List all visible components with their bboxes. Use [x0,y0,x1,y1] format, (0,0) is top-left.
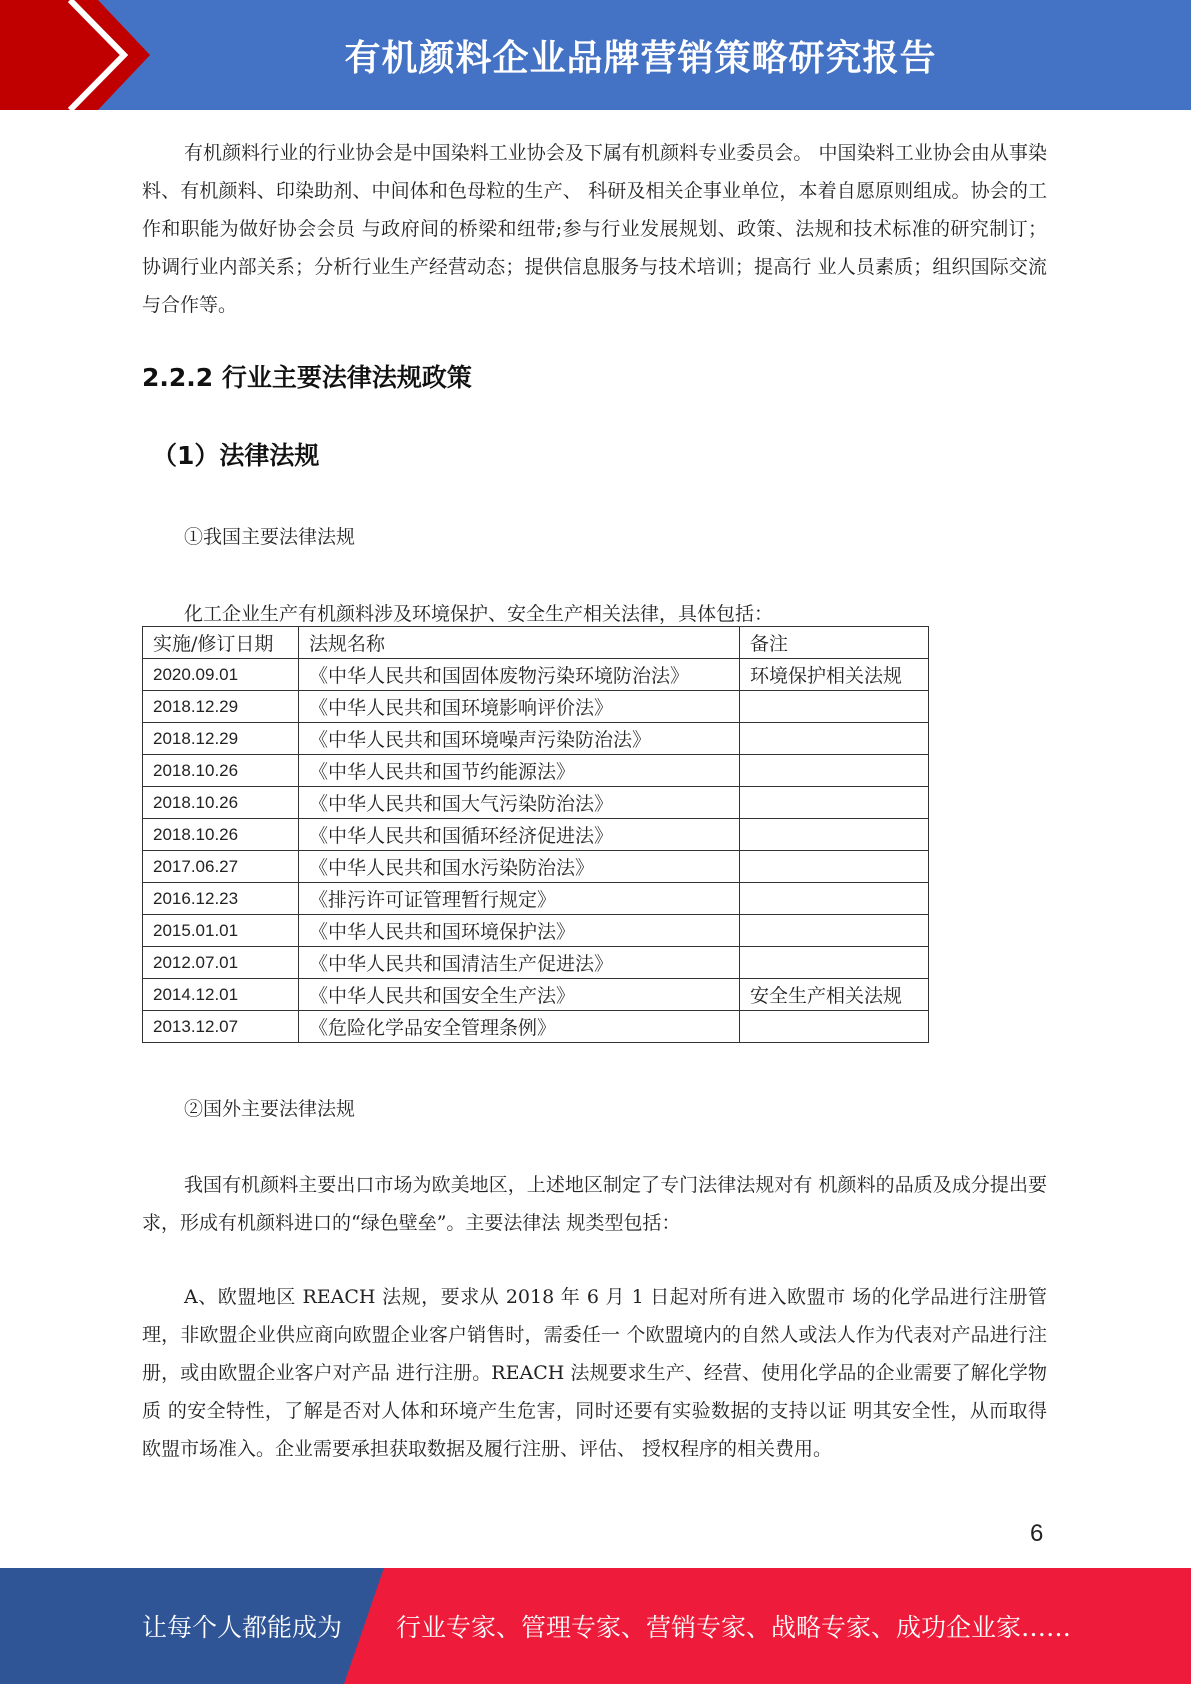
table-header-cell: 备注 [740,627,929,659]
section-heading: 2.2.2 行业主要法律法规政策 [142,363,472,392]
table-row [143,755,929,787]
table-row [143,851,929,883]
table-cell-date: 2018.10.26 [143,755,299,787]
page-header [0,0,1191,110]
table-row [143,787,929,819]
table-cell-law: 《中华人民共和国环境影响评价法》 [299,691,740,723]
chevron-arrow-icon [0,0,160,110]
table-cell-law: 《中华人民共和国环境噪声污染防治法》 [299,723,740,755]
table-cell-note [740,915,929,947]
table-row [143,979,929,1011]
table-cell-note [740,755,929,787]
table-cell-law: 《中华人民共和国循环经济促进法》 [299,819,740,851]
table-cell-date: 2015.01.01 [143,915,299,947]
footer-slogan-left: 让每个人都能成为 [142,1613,343,1642]
foreign-section [142,1166,1047,1242]
table-cell-note: 安全生产相关法规 [740,979,929,1011]
table-cell-note [740,787,929,819]
table-cell-note [740,851,929,883]
table-row [143,819,929,851]
intro-section [142,134,1047,324]
table-cell-law: 《中华人民共和国大气污染防治法》 [299,787,740,819]
table-cell-law: 《中华人民共和国水污染防治法》 [299,851,740,883]
reach-section [142,1278,1047,1468]
table-intro: 化工企业生产有机颜料涉及环境保护、安全生产相关法律，具体包括： [184,603,774,625]
table-cell-note [740,723,929,755]
subsection-heading: （1）法律法规 [152,441,320,470]
table-cell-date: 2020.09.01 [143,659,299,691]
table-cell-law: 《中华人民共和国安全生产法》 [299,979,740,1011]
table-cell-date: 2018.12.29 [143,723,299,755]
reach-paragraph: A、欧盟地区 REACH 法规，要求从 2018 年 6 月 1 日起对所有进入欧盟市 场的化学品进行注册管理，非欧盟企业供应商向欧盟企业客户销售时，需委任一 个欧盟境内的自然人或法人作为代表对产品进行注册，或由欧盟企业客户对产品 进行注册。REACH 法规要求生产、经营、使用化学品的企业需要了解化学物质 的安全特性，了解是否对人体和环境产生危害，同时还要有实验数据的支持以证 明其安全性，从而取得欧盟市场准入。企业需要承担获取数据及履行注册、评估、 授权程序的相关费用。 [142,1286,1047,1460]
table-cell-date: 2012.07.01 [143,947,299,979]
table-cell-date: 2016.12.23 [143,883,299,915]
table-cell-law: 《中华人民共和国节约能源法》 [299,755,740,787]
domestic-laws-label: ①我国主要法律法规 [184,526,356,548]
table-cell-note [740,1011,929,1043]
table-cell-law: 《中华人民共和国固体废物污染环境防治法》 [299,659,740,691]
foreign-laws-label: ②国外主要法律法规 [184,1098,356,1120]
table-header-row [143,627,929,659]
table-cell-law: 《危险化学品安全管理条例》 [299,1011,740,1043]
table-cell-note: 环境保护相关法规 [740,659,929,691]
table-cell-date: 2013.12.07 [143,1011,299,1043]
table-cell-date: 2018.10.26 [143,787,299,819]
table-row [143,1011,929,1043]
table-row [143,659,929,691]
table-cell-law: 《中华人民共和国环境保护法》 [299,915,740,947]
table-header-cell: 实施/修订日期 [143,627,299,659]
table-cell-law: 《排污许可证管理暂行规定》 [299,883,740,915]
table-cell-note [740,691,929,723]
table-cell-date: 2014.12.01 [143,979,299,1011]
foreign-paragraph: 我国有机颜料主要出口市场为欧美地区，上述地区制定了专门法律法规对有 机颜料的品质及成分提出要求，形成有机颜料进口的“绿色壁垒”。主要法律法 规类型包括： [142,1174,1047,1234]
table-cell-note [740,947,929,979]
page-footer [0,1568,1191,1684]
table-row [143,691,929,723]
table-cell-date: 2018.10.26 [143,819,299,851]
table-cell-note [740,819,929,851]
table-cell-note [740,883,929,915]
report-title: 有机颜料企业品牌营销策略研究报告 [344,37,937,79]
table-cell-date: 2017.06.27 [143,851,299,883]
table-row [143,723,929,755]
laws-table [142,626,929,1043]
intro-paragraph: 有机颜料行业的行业协会是中国染料工业协会及下属有机颜料专业委员会。 中国染料工业协会由从事染料、有机颜料、印染助剂、中间体和色母粒的生产、 科研及相关企事业单位，本着自愿原则组成。协会的工作和职能为做好协会会员 与政府间的桥梁和纽带;参与行业发展规划、政策、法规和技术标准的研究制订； 协调行业内部关系；分析行业生产经营动态；提供信息服务与技术培训；提高行 业人员素质；组织国际交流与合作等。 [142,142,1047,316]
table-header-cell: 法规名称 [299,627,740,659]
table-cell-date: 2018.12.29 [143,691,299,723]
footer-slogan-right: 行业专家、管理专家、营销专家、战略专家、成功企业家…… [396,1613,1072,1642]
table-cell-law: 《中华人民共和国清洁生产促进法》 [299,947,740,979]
table-row [143,883,929,915]
page-number: 6 [1030,1520,1044,1547]
table-row [143,915,929,947]
table-row [143,947,929,979]
